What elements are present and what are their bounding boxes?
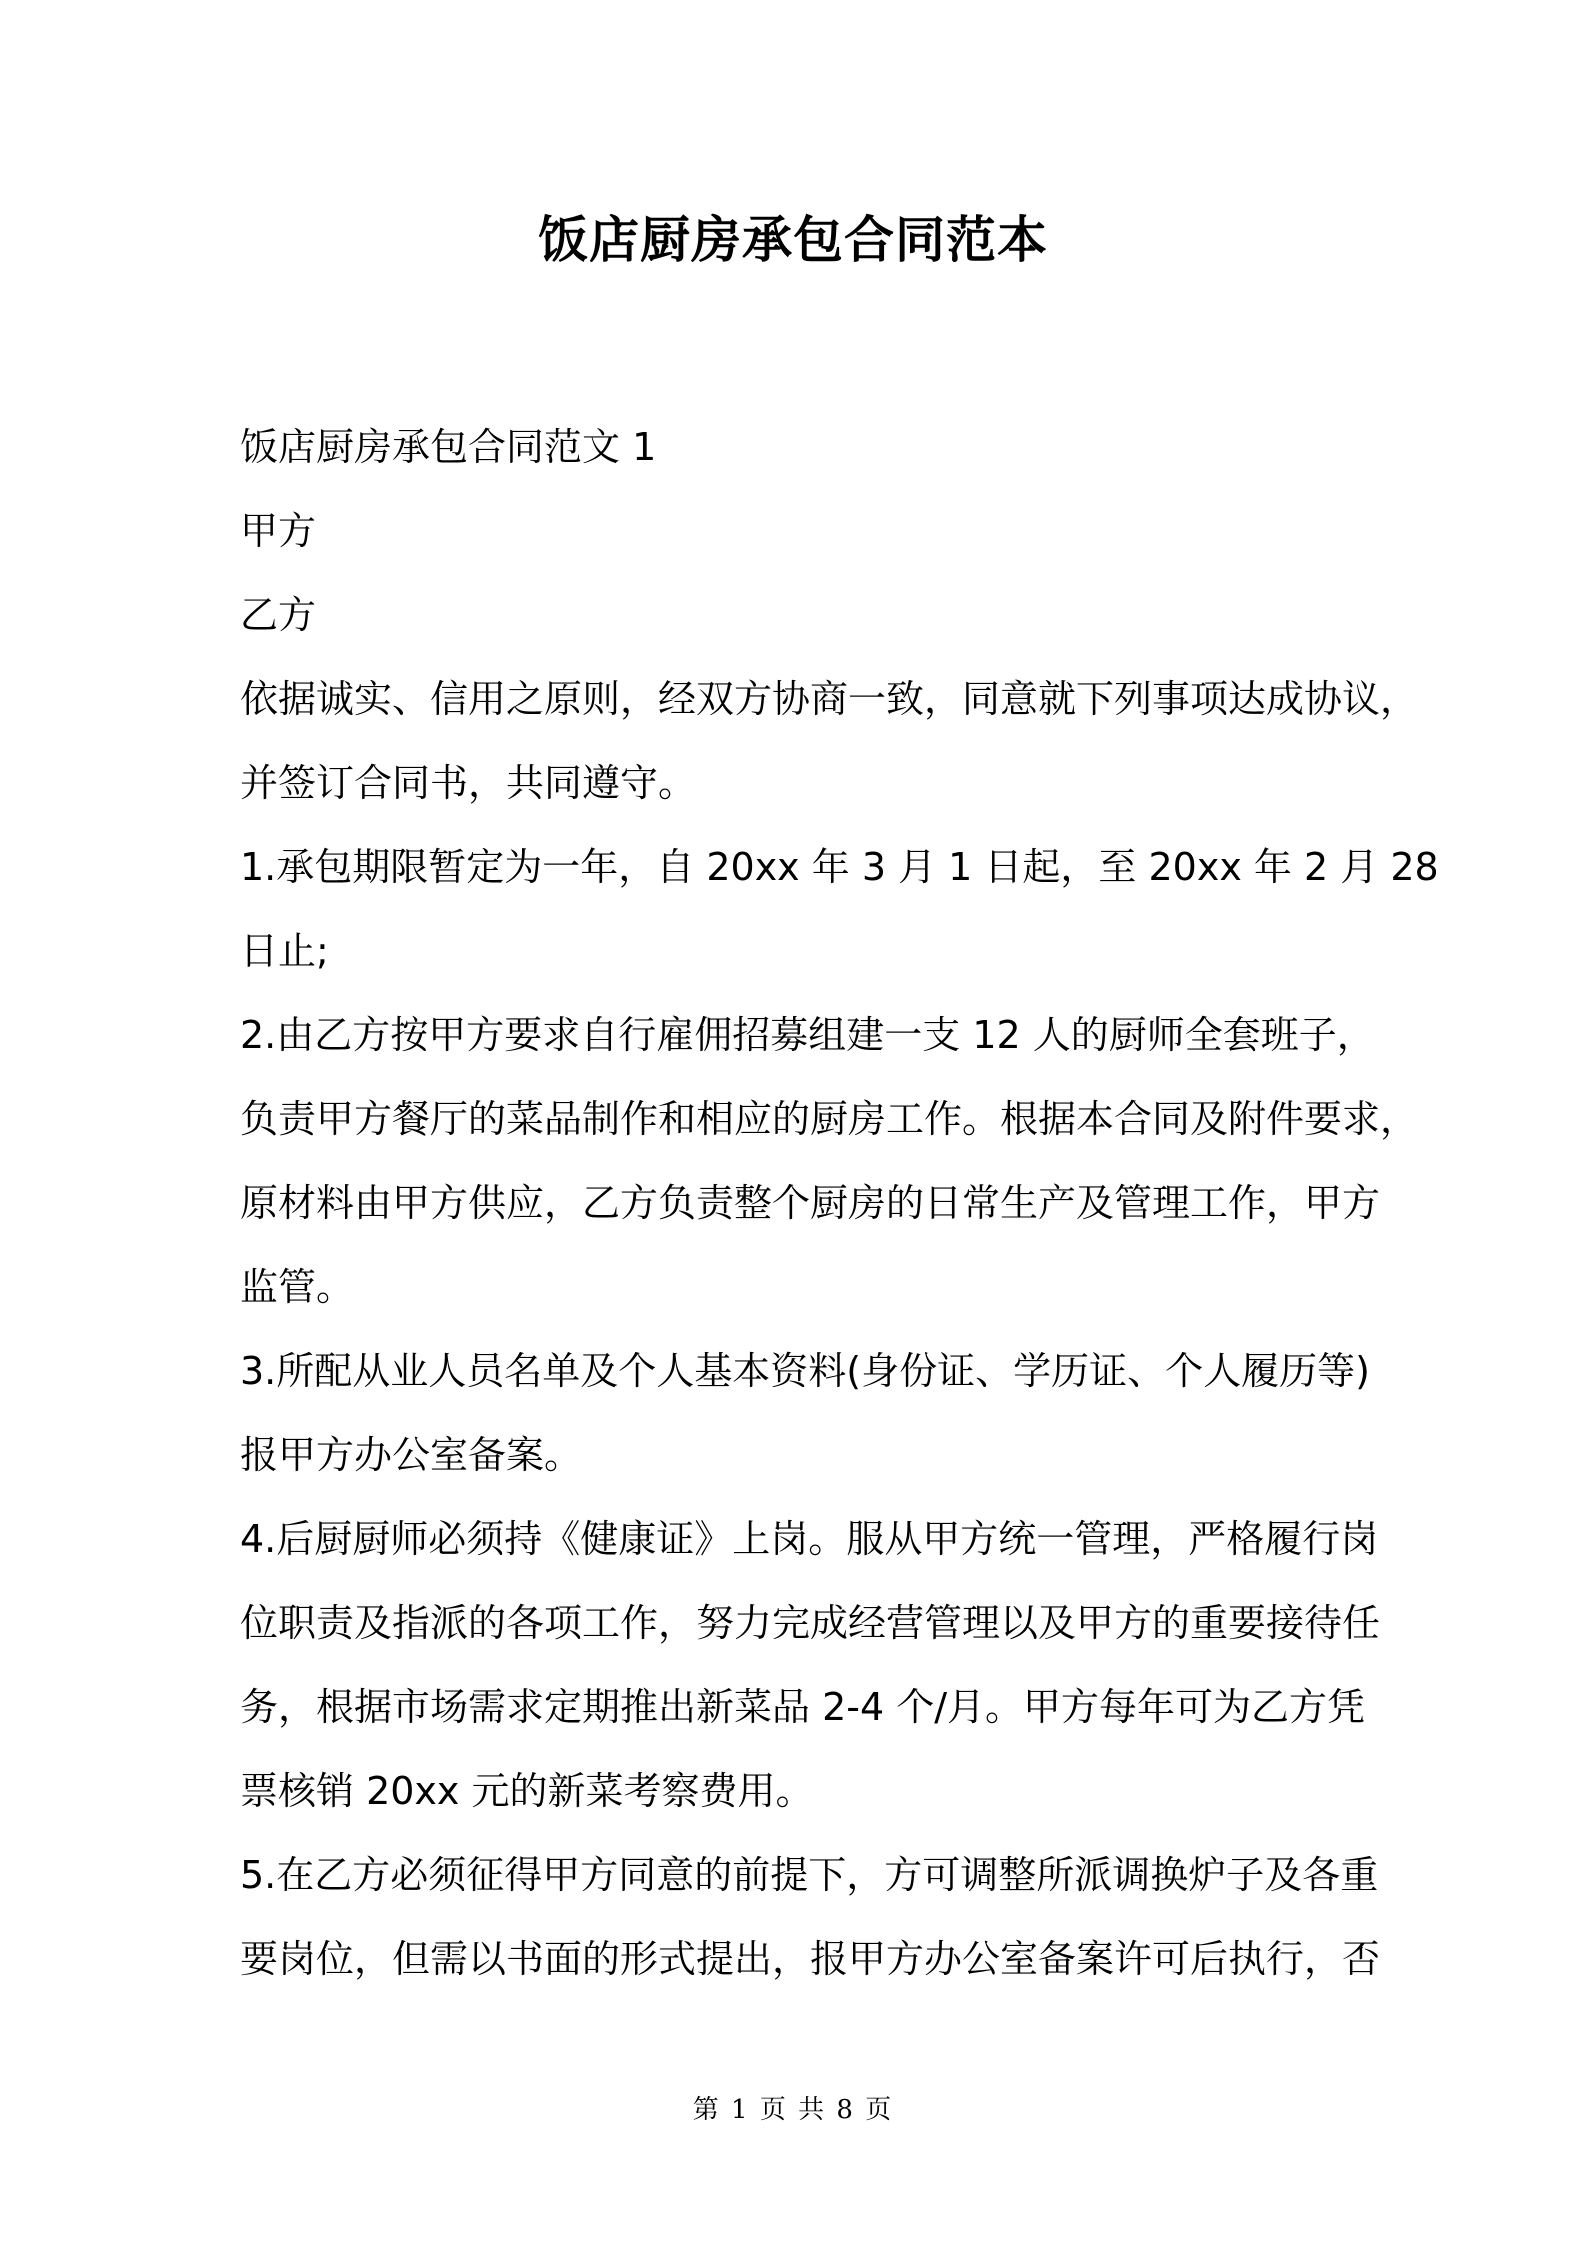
text-line: 甲方: [240, 509, 317, 553]
text-line: 3.所配从业人员名单及个人基本资料(身份证、学历证、个人履历等): [240, 1349, 1370, 1393]
text-line: 饭店厨房承包合同范文 1: [240, 425, 657, 469]
document-body: [240, 405, 1439, 2001]
text-line: 乙方: [240, 593, 317, 637]
text-line: 依据诚实、信用之原则，经双方协商一致，同意就下列事项达成协议，: [240, 677, 1419, 721]
text-line: 位职责及指派的各项工作，努力完成经营管理以及甲方的重要接待任: [240, 1601, 1381, 1645]
text-line: 负责甲方餐厅的菜品制作和相应的厨房工作。根据本合同及附件要求，: [240, 1097, 1419, 1141]
text-line: 票核销 20xx 元的新菜考察费用。: [240, 1769, 814, 1813]
text-line: 监管。: [240, 1265, 355, 1309]
text-line: 并签订合同书，共同遵守。: [240, 761, 697, 805]
text-line: 务，根据市场需求定期推出新菜品 2-4 个/月。甲方每年可为乙方凭: [240, 1685, 1366, 1729]
text-line: 4.后厨厨师必须持《健康证》上岗。服从甲方统一管理，严格履行岗: [240, 1517, 1379, 1561]
text-line: 5.在乙方必须征得甲方同意的前提下，方可调整所派调换炉子及各重: [240, 1853, 1379, 1897]
page-footer: 第 1 页 共 8 页: [692, 2095, 894, 2125]
document-title: 饭店厨房承包合同范本: [538, 211, 1048, 269]
text-line: 要岗位，但需以书面的形式提出，报甲方办公室备案许可后执行，否: [240, 1937, 1381, 1981]
text-line: 2.由乙方按甲方要求自行雇佣招募组建一支 12 人的厨师全套班子，: [240, 1013, 1375, 1057]
text-line: 1.承包期限暂定为一年，自 20xx 年 3 月 1 日起，至 20xx 年 2 月 28: [240, 845, 1439, 889]
text-line: 报甲方办公室备案。: [240, 1433, 583, 1477]
text-line: 原材料由甲方供应，乙方负责整个厨房的日常生产及管理工作，甲方: [240, 1181, 1381, 1225]
text-line: 日止;: [240, 929, 329, 973]
